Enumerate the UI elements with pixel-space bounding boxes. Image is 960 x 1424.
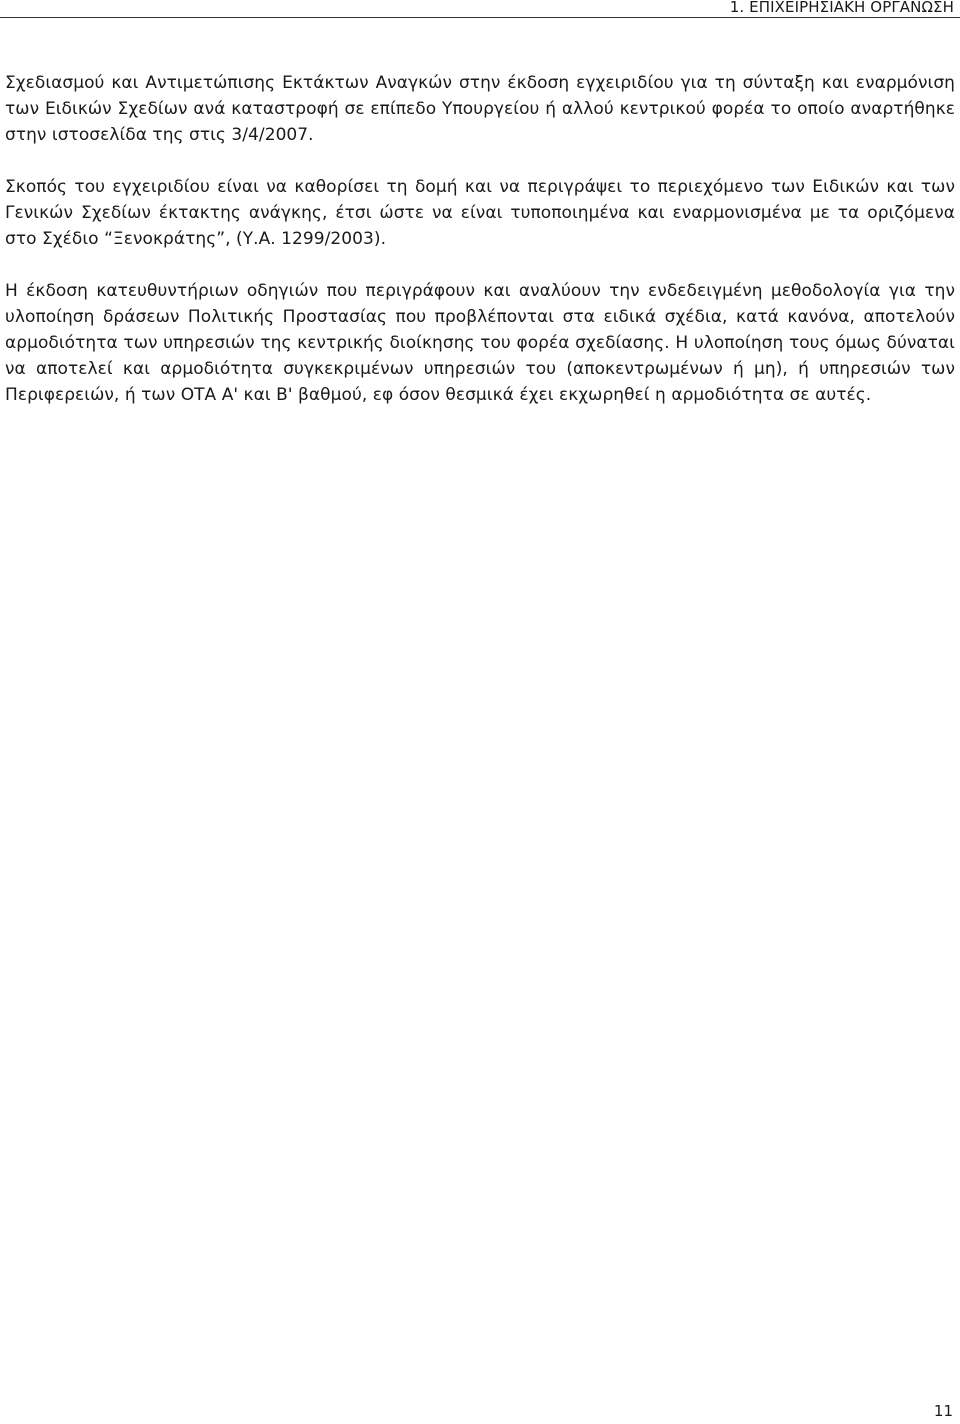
- document-body: [5, 70, 955, 434]
- paragraph: Σχεδιασμού και Αντιμετώπισης Εκτάκτων Αναγκών στην έκδοση εγχειριδίου για τη σύνταξη και εναρμόνιση των Ειδικών Σχεδίων ανά καταστροφή σε επίπεδο Υπουργείου ή αλλού κεντρικού φορέα το οποίο αναρτήθηκε στην ιστοσελίδα της στις 3/4/2007.: [5, 73, 955, 145]
- paragraph: Σκοπός του εγχειριδίου είναι να καθορίσει τη δομή και να περιγράψει το περιεχόμενο των Ειδικών και των Γενικών Σχεδίων έκτακτης ανάγκης, έτσι ώστε να είναι τυποποιημένα και εναρμονισμένα με τα οριζόμενα στο Σχέδιο “Ξενοκράτης”, (Υ.Α. 1299/2003).: [5, 177, 955, 249]
- page-number: 11: [933, 1402, 953, 1420]
- paragraph: Η έκδοση κατευθυντήριων οδηγιών που περιγράφουν και αναλύουν την ενδεδειγμένη μεθοδολογία για την υλοποίηση δράσεων Πολιτικής Προστασίας που προβλέπονται στα ειδικά σχέδια, κατά κανόνα, αποτελούν αρμοδιότητα των υπηρεσιών της κεντρικής διοίκησης του φορέα σχεδίασης. Η υλοποίηση τους όμως δύναται να αποτελεί και αρμοδιότητα συγκεκριμένων υπηρεσιών του (αποκεντρωμένων ή μη), ή υπηρεσιών των Περιφερειών, ή των ΟΤΑ Α' και Β' βαθμού, εφ όσον θεσμικά έχει εκχωρηθεί η αρμοδιότητα σε αυτές.: [5, 281, 955, 405]
- page-header: [0, 0, 960, 18]
- chapter-title: 1. ΕΠΙΧΕΙΡΗΣΙΑΚΗ ΟΡΓΑΝΩΣΗ: [729, 0, 954, 16]
